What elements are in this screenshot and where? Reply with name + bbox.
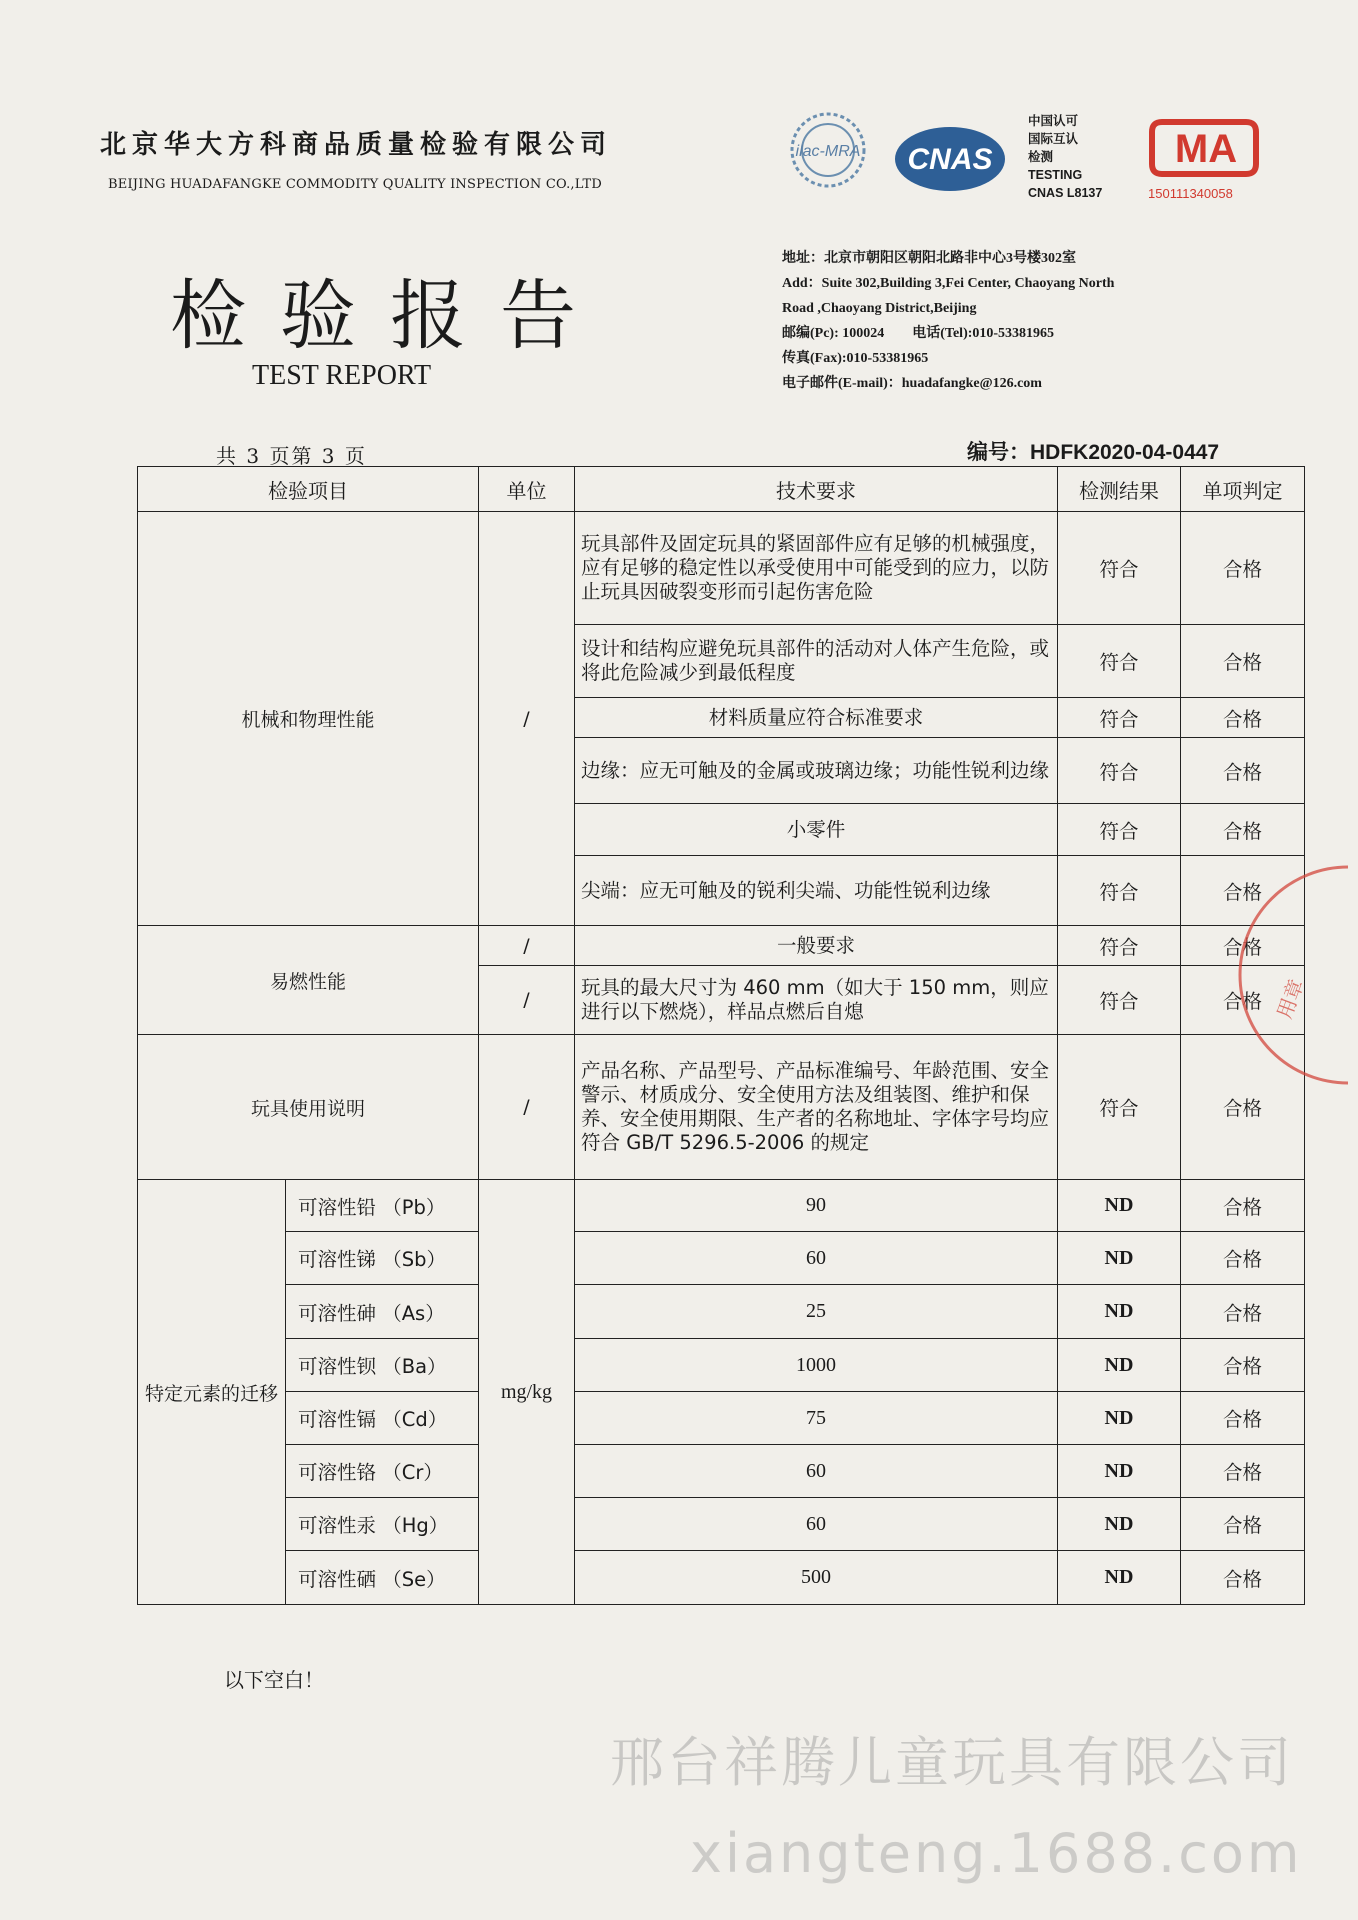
address-line: 地址：北京市朝阳区朝阳北路非中心3号楼302室 <box>782 251 1076 266</box>
item-cell: 机械和物理性能 <box>138 512 479 926</box>
limit-cell: 1000 <box>575 1339 1058 1392</box>
seal-text: 用章 <box>1272 975 1309 1022</box>
table-row <box>138 1551 1305 1605</box>
cert-line: 检测 <box>1028 150 1054 164</box>
verdict-cell: 合格 <box>1181 1392 1305 1445</box>
cma-logo <box>1148 116 1260 180</box>
requirement-cell: 产品名称、产品型号、产品标准编号、年龄范围、安全警示、材质成分、安全使用方法及组装图、维护和保养、安全使用期限、生产者的名称地址、字体字号均应符合 GB/T 5296.5-2006 的规定 <box>575 1035 1058 1180</box>
cma-logo-text: MA <box>1174 127 1238 171</box>
table-header-row <box>138 467 1305 512</box>
requirement-cell: 玩具部件及固定玩具的紧固部件应有足够的机械强度，应有足够的稳定性以承受使用中可能受到的应力，以防止玩具因破裂变形而引起伤害危险 <box>575 512 1058 625</box>
result-cell: ND <box>1058 1339 1181 1392</box>
header-result: 检测结果 <box>1058 467 1181 512</box>
unit-cell: / <box>479 512 575 926</box>
report-title-cn: 检验报告 <box>170 271 610 360</box>
result-cell: ND <box>1058 1180 1181 1232</box>
unit-cell: / <box>479 926 575 966</box>
limit-cell: 60 <box>575 1498 1058 1551</box>
result-cell: ND <box>1058 1285 1181 1339</box>
table-row <box>138 926 1305 966</box>
cert-line: 国际互认 <box>1028 132 1079 146</box>
result-cell: 符合 <box>1058 625 1181 698</box>
verdict-cell: 合格 <box>1181 1180 1305 1232</box>
verdict-cell: 合格 <box>1181 926 1305 966</box>
watermark-url: xiangteng.1688.com <box>690 1822 1303 1885</box>
address-line: Road ,Chaoyang District,Beijing <box>782 301 977 316</box>
cert-line: TESTING <box>1028 168 1083 182</box>
unit-cell: / <box>479 966 575 1035</box>
cnas-logo-text: CNAS <box>907 143 993 176</box>
limit-cell: 60 <box>575 1445 1058 1498</box>
verdict-cell: 合格 <box>1181 1232 1305 1285</box>
limit-cell: 25 <box>575 1285 1058 1339</box>
element-name: 可溶性砷 （As） <box>286 1285 479 1339</box>
table-row <box>138 1232 1305 1285</box>
address-line: Add：Suite 302,Building 3,Fei Center, Chaoyang North <box>782 276 1115 291</box>
table-row <box>138 1285 1305 1339</box>
item-cell: 玩具使用说明 <box>138 1035 479 1180</box>
element-name: 可溶性钡 （Ba） <box>286 1339 479 1392</box>
verdict-cell: 合格 <box>1181 1339 1305 1392</box>
result-cell: ND <box>1058 1498 1181 1551</box>
address-line: 传真(Fax):010-53381965 <box>782 351 929 366</box>
item-cell: 特定元素的迁移 <box>138 1180 286 1605</box>
header-item: 检验项目 <box>138 467 479 512</box>
page-info: 共 3 页第 3 页 <box>216 444 367 468</box>
limit-cell: 500 <box>575 1551 1058 1605</box>
result-cell: 符合 <box>1058 926 1181 966</box>
requirement-cell: 小零件 <box>575 804 1058 856</box>
requirement-cell: 一般要求 <box>575 926 1058 966</box>
verdict-cell: 合格 <box>1181 1285 1305 1339</box>
element-name: 可溶性锑 （Sb） <box>286 1232 479 1285</box>
result-cell: ND <box>1058 1445 1181 1498</box>
element-name: 可溶性铬 （Cr） <box>286 1445 479 1498</box>
verdict-cell: 合格 <box>1181 1498 1305 1551</box>
table-row <box>138 1392 1305 1445</box>
requirement-cell: 设计和结构应避免玩具部件的活动对人体产生危险，或将此危险减少到最低程度 <box>575 625 1058 698</box>
result-cell: ND <box>1058 1551 1181 1605</box>
test-results-table <box>137 466 1305 1605</box>
cma-number: 150111340058 <box>1148 186 1233 201</box>
table-row <box>138 1498 1305 1551</box>
verdict-cell: 合格 <box>1181 856 1305 926</box>
verdict-cell: 合格 <box>1181 625 1305 698</box>
ilac-logo-text: ilac-MRA <box>795 143 861 160</box>
company-seal-stamp <box>1198 860 1348 1090</box>
verdict-cell: 合格 <box>1181 966 1305 1035</box>
element-name: 可溶性硒 （Se） <box>286 1551 479 1605</box>
company-name-en: BEIJING HUADAFANGKE COMMODITY QUALITY INSPECTION CO.,LTD <box>108 177 603 192</box>
header-requirement: 技术要求 <box>575 467 1058 512</box>
blank-below-note: 以下空白！ <box>224 1668 324 1692</box>
limit-cell: 90 <box>575 1180 1058 1232</box>
item-cell: 易燃性能 <box>138 926 479 1035</box>
requirement-cell: 边缘：应无可触及的金属或玻璃边缘；功能性锐利边缘 <box>575 738 1058 804</box>
report-title-en: TEST REPORT <box>252 360 432 391</box>
table-row <box>138 512 1305 625</box>
address-line: 邮编(Pc): 100024 电话(Tel):010-53381965 <box>782 326 1055 341</box>
address-block <box>782 246 1114 396</box>
verdict-cell: 合格 <box>1181 738 1305 804</box>
result-cell: 符合 <box>1058 856 1181 926</box>
limit-cell: 75 <box>575 1392 1058 1445</box>
result-cell: ND <box>1058 1232 1181 1285</box>
requirement-cell: 材料质量应符合标准要求 <box>575 698 1058 738</box>
accreditation-text <box>1028 112 1102 202</box>
element-name: 可溶性镉 （Cd） <box>286 1392 479 1445</box>
unit-cell: mg/kg <box>479 1180 575 1605</box>
result-cell: 符合 <box>1058 738 1181 804</box>
verdict-cell: 合格 <box>1181 1035 1305 1180</box>
table-row <box>138 1035 1305 1180</box>
element-name: 可溶性铅 （Pb） <box>286 1180 479 1232</box>
header-unit: 单位 <box>479 467 575 512</box>
cert-line: CNAS L8137 <box>1028 186 1103 200</box>
result-cell: 符合 <box>1058 698 1181 738</box>
table-row <box>138 1180 1305 1232</box>
verdict-cell: 合格 <box>1181 804 1305 856</box>
verdict-cell: 合格 <box>1181 698 1305 738</box>
address-line: 电子邮件(E-mail)：huadafangke@126.com <box>782 376 1042 391</box>
verdict-cell: 合格 <box>1181 1551 1305 1605</box>
header-verdict: 单项判定 <box>1181 467 1305 512</box>
result-cell: ND <box>1058 1392 1181 1445</box>
limit-cell: 60 <box>575 1232 1058 1285</box>
ilac-mra-logo <box>778 110 878 196</box>
unit-cell: / <box>479 1035 575 1180</box>
requirement-cell: 玩具的最大尺寸为 460 mm（如大于 150 mm，则应进行以下燃烧），样品点燃后自熄 <box>575 966 1058 1035</box>
result-cell: 符合 <box>1058 804 1181 856</box>
requirement-cell: 尖端：应无可触及的锐利尖端、功能性锐利边缘 <box>575 856 1058 926</box>
verdict-cell: 合格 <box>1181 512 1305 625</box>
element-name: 可溶性汞 （Hg） <box>286 1498 479 1551</box>
result-cell: 符合 <box>1058 966 1181 1035</box>
result-cell: 符合 <box>1058 1035 1181 1180</box>
company-name-cn: 北京华大方科商品质量检验有限公司 <box>100 130 613 160</box>
report-number: 编号：HDFK2020-04-0447 <box>967 441 1220 464</box>
verdict-cell: 合格 <box>1181 1445 1305 1498</box>
cert-line: 中国认可 <box>1028 114 1079 128</box>
table-row <box>138 1445 1305 1498</box>
result-cell: 符合 <box>1058 512 1181 625</box>
cnas-logo <box>893 125 1007 193</box>
table-row <box>138 1339 1305 1392</box>
watermark-company: 邢台祥腾儿童玩具有限公司 <box>610 1731 1294 1794</box>
